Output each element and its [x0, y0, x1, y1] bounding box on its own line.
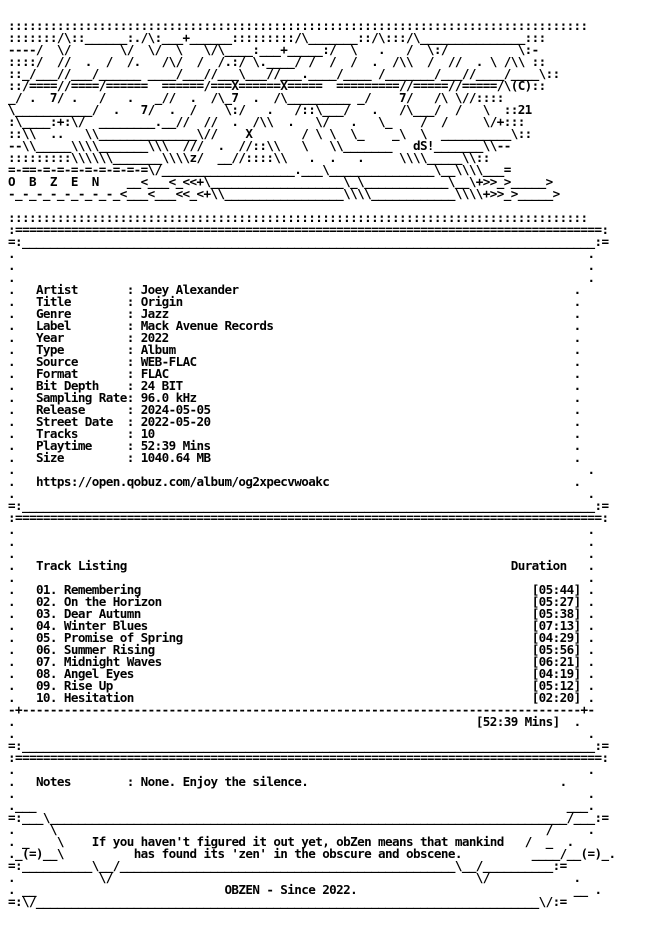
- banner-line: ::_/___//___/______ ____/___//___\___//___.____/____ /_______/___//____/____\::: [8, 66, 560, 81]
- info-row-artist: . Artist : Joey Alexander .: [8, 282, 581, 297]
- info-label: Playtime: [35, 438, 127, 453]
- track-title: On the Horizon: [63, 594, 532, 609]
- track-row: . 07. Midnight Waves [06:21] .: [8, 654, 595, 669]
- info-value: Joey Alexander: [140, 282, 574, 297]
- divider: =:__________________________________________________________________________________:=: [8, 738, 609, 753]
- track-number: 03.: [35, 606, 57, 621]
- info-label: Genre: [35, 306, 127, 321]
- track-row: . 10. Hesitation [02:20] .: [8, 690, 595, 705]
- track-number: 08.: [35, 666, 57, 681]
- divider: . .: [8, 462, 595, 477]
- info-row-title: . Title : Origin .: [8, 294, 581, 309]
- divider: =:___\__________________________________________________________________________/___:=: [8, 810, 609, 825]
- divider: -+--------------------------------------------------------------------------------+-: [8, 702, 595, 717]
- info-row-street-date: . Street Date : 2022-05-20 .: [8, 414, 581, 429]
- banner-line: _/ . 7/ . / . _// . /\_7 . /\_________ _/ 7/ /\ \//::::: [8, 90, 504, 105]
- info-row-bit-depth: . Bit Depth : 24 BIT .: [8, 378, 581, 393]
- banner-line: --\\_____\\\\_______\\\ /// . //::\\ \ \\_______ dS!_______\\--: [8, 138, 511, 153]
- info-label: Size: [35, 450, 127, 465]
- divider: . .: [8, 258, 595, 273]
- signature-line: . __ OBZEN - Since 2022. __ .: [8, 882, 602, 897]
- notes-line: . Notes : None. Enjoy the silence. .: [8, 774, 567, 789]
- divider: =:__________\__/________________________________________________\__/__________:=: [8, 858, 567, 873]
- track-title: Remembering: [63, 582, 532, 597]
- banner-line: ::::/ // . / /. /\/ / /.:/ \.____/ / / / . /\\ / // . \ /\\ ::: [8, 54, 546, 69]
- track-number: 10.: [35, 690, 57, 705]
- track-number: 05.: [35, 630, 57, 645]
- track-duration: [05:38]: [531, 606, 581, 621]
- track-duration: [05:27]: [531, 594, 581, 609]
- banner-line: :::::::/\::______:./\:___+______:::::::::/\_______::/\:::/\_______________:::: [8, 30, 546, 45]
- info-value: FLAC: [140, 366, 574, 381]
- info-value: 96.0 kHz: [140, 390, 574, 405]
- divider: . .: [8, 570, 595, 585]
- banner-line: :::::::::::::::::::::::::::::::::::::::::::::::::::::::::::::::::::::::::::::::::::: [8, 18, 588, 33]
- banner-line: ----/ \/ \/ \/ \ \/\____:___+_____:/ \ . / \:/ \:-: [8, 42, 539, 57]
- info-value: 10: [140, 426, 574, 441]
- track-title: Summer Rising: [63, 642, 532, 657]
- info-value: 2024-05-05: [140, 402, 574, 417]
- info-label: Artist: [35, 282, 127, 297]
- track-row: . 02. On the Horizon [05:27] .: [8, 594, 595, 609]
- info-label: Sampling Rate: [35, 390, 127, 405]
- divider: :::::::::::::::::::::::::::::::::::::::::::::::::::::::::::::::::::::::::::::::::::: [8, 210, 588, 225]
- track-row: . 03. Dear Autumn [05:38] .: [8, 606, 595, 621]
- divider: . .: [8, 534, 595, 549]
- divider: . .: [8, 486, 595, 501]
- footer-text-2: has found its 'zen' in the obscure and obscene.: [133, 846, 462, 861]
- track-title: Angel Eyes: [63, 666, 532, 681]
- notes-value: : None. Enjoy the silence.: [126, 774, 309, 789]
- banner-line: =-==-=-=-=-=-=-=-=-=\/___________________.___\_______________\__\\\\___=: [8, 162, 511, 177]
- info-row-tracks: . Tracks : 10 .: [8, 426, 581, 441]
- banner-line: O B Z E N __<___<_<<+\___________________\_\____________\__\+>>_>_____>: [8, 174, 553, 189]
- track-duration: [02:20]: [531, 690, 581, 705]
- track-row: . 05. Promise of Spring [04:29] .: [8, 630, 595, 645]
- track-number: 07.: [35, 654, 57, 669]
- info-label: Bit Depth: [35, 378, 127, 393]
- track-duration: [04:29]: [531, 630, 581, 645]
- info-label: Label: [35, 318, 127, 333]
- track-duration: [07:13]: [531, 618, 581, 633]
- info-value: WEB-FLAC: [140, 354, 574, 369]
- divider: . .: [8, 546, 595, 561]
- info-row-genre: . Genre : Jazz .: [8, 306, 581, 321]
- divider: . \ / .: [8, 822, 595, 837]
- track-title: Dear Autumn: [63, 606, 532, 621]
- track-number: 09.: [35, 678, 57, 693]
- info-row-sampling-rate: . Sampling Rate: 96.0 kHz .: [8, 390, 581, 405]
- info-row-playtime: . Playtime : 52:39 Mins .: [8, 438, 581, 453]
- info-label: Year: [35, 330, 127, 345]
- signature: OBZEN - Since 2022.: [224, 882, 358, 897]
- banner-line: :::::::::\\\\\\_______\\\\z/ __//::::\\ . . . \\\\_____\\::: [8, 150, 490, 165]
- duration-heading: Duration: [510, 558, 567, 573]
- divider: .___ ___.: [8, 798, 595, 813]
- track-row: . 09. Rise Up [05:12] .: [8, 678, 595, 693]
- info-label: Format: [35, 366, 127, 381]
- track-row: . 08. Angel Eyes [04:19] .: [8, 666, 595, 681]
- info-value: 2022-05-20: [140, 414, 574, 429]
- tracklist-heading: Track Listing: [35, 558, 127, 573]
- divider: :====================================================================================:: [8, 750, 609, 765]
- track-title: Winter Blues: [63, 618, 532, 633]
- album-url[interactable]: https://open.qobuz.com/album/og2xpecvwoakc: [35, 474, 330, 489]
- release-info: [8, 282, 581, 465]
- tracklist-header: . Track Listing Duration .: [8, 558, 595, 573]
- nfo-document: [8, 20, 648, 908]
- track-number: 02.: [35, 594, 57, 609]
- info-value: Jazz: [140, 306, 574, 321]
- info-row-release: . Release : 2024-05-05 .: [8, 402, 581, 417]
- ascii-banner: [8, 18, 588, 201]
- track-list: [8, 582, 595, 705]
- banner-line: \___________/ . 7/ . / \:/ . /::\___/ . /\___/ / \ ::21: [8, 102, 532, 117]
- info-value: 2022: [140, 330, 574, 345]
- banner-line: :\____:+:\/ ________.__// // . /\\ . \/ . \_ / / \/+:::: [8, 114, 525, 129]
- info-label: Type: [35, 342, 127, 357]
- track-number: 06.: [35, 642, 57, 657]
- divider: . .: [8, 246, 595, 261]
- divider: =:\/________________________________________________________________________\/:=: [8, 894, 567, 909]
- track-duration: [05:56]: [531, 642, 581, 657]
- banner-line: ::\\ .. \\______________\// X / \ \ \_ _\ \ __________\::: [8, 126, 532, 141]
- track-duration: [06:21]: [531, 654, 581, 669]
- info-value: 52:39 Mins: [140, 438, 574, 453]
- track-title: Rise Up: [63, 678, 532, 693]
- info-row-size: . Size : 1040.64 MB .: [8, 450, 581, 465]
- track-number: 01.: [35, 582, 57, 597]
- divider: :====================================================================================:: [8, 510, 609, 525]
- info-label: Source: [35, 354, 127, 369]
- divider: . .: [8, 762, 595, 777]
- info-label: Tracks: [35, 426, 127, 441]
- track-row: . 06. Summer Rising [05:56] .: [8, 642, 595, 657]
- footer-line-2: ._(=)__\ has found its 'zen' in the obscure and obscene. ____/__(=)_.: [8, 846, 616, 861]
- track-title: Midnight Waves: [63, 654, 532, 669]
- track-title: Promise of Spring: [63, 630, 532, 645]
- divider: . .: [8, 270, 595, 285]
- info-value: Origin: [140, 294, 574, 309]
- divider: . .: [8, 786, 595, 801]
- info-row-source: . Source : WEB-FLAC .: [8, 354, 581, 369]
- info-label: Title: [35, 294, 127, 309]
- divider: =:__________________________________________________________________________________:=: [8, 234, 609, 249]
- url-line: . https://open.qobuz.com/album/og2xpecvwoakc .: [8, 474, 581, 489]
- info-value: 1040.64 MB: [140, 450, 574, 465]
- track-number: 04.: [35, 618, 57, 633]
- track-title: Hesitation: [63, 690, 532, 705]
- divider: . .: [8, 726, 595, 741]
- total-duration: [52:39 Mins]: [475, 714, 560, 729]
- info-row-year: . Year : 2022 .: [8, 330, 581, 345]
- divider: . \/ \/ .: [8, 870, 581, 885]
- info-value: Mack Avenue Records: [140, 318, 574, 333]
- footer-text-1: If you haven't figured it out yet, obZen means that mankind: [91, 834, 504, 849]
- info-value: Album: [140, 342, 574, 357]
- total-line: . [52:39 Mins] .: [8, 714, 581, 729]
- banner-line: ::/====//====/====== ======/===X======X===== =========//=====//=====/\(C)::: [8, 78, 546, 93]
- divider: =:__________________________________________________________________________________:=: [8, 498, 609, 513]
- info-row-label: . Label : Mack Avenue Records .: [8, 318, 581, 333]
- divider: . .: [8, 522, 595, 537]
- info-label: Street Date: [35, 414, 127, 429]
- divider: :====================================================================================:: [8, 222, 609, 237]
- info-value: 24 BIT: [140, 378, 574, 393]
- track-duration: [05:44]: [531, 582, 581, 597]
- notes-label: Notes: [35, 774, 71, 789]
- track-row: . 01. Remembering [05:44] .: [8, 582, 595, 597]
- banner-line: -_-_-_-_-_-_-_-_<___<___<<_<+\\_________________\\\\____________\\\\+>>_>_____>: [8, 186, 560, 201]
- footer-line-1: . _ \ If you haven't figured it out yet, obZen means that mankind / _ .: [8, 834, 574, 849]
- info-label: Release: [35, 402, 127, 417]
- info-row-format: . Format : FLAC .: [8, 366, 581, 381]
- track-row: . 04. Winter Blues [07:13] .: [8, 618, 595, 633]
- track-duration: [05:12]: [531, 678, 581, 693]
- info-row-type: . Type : Album .: [8, 342, 581, 357]
- track-duration: [04:19]: [531, 666, 581, 681]
